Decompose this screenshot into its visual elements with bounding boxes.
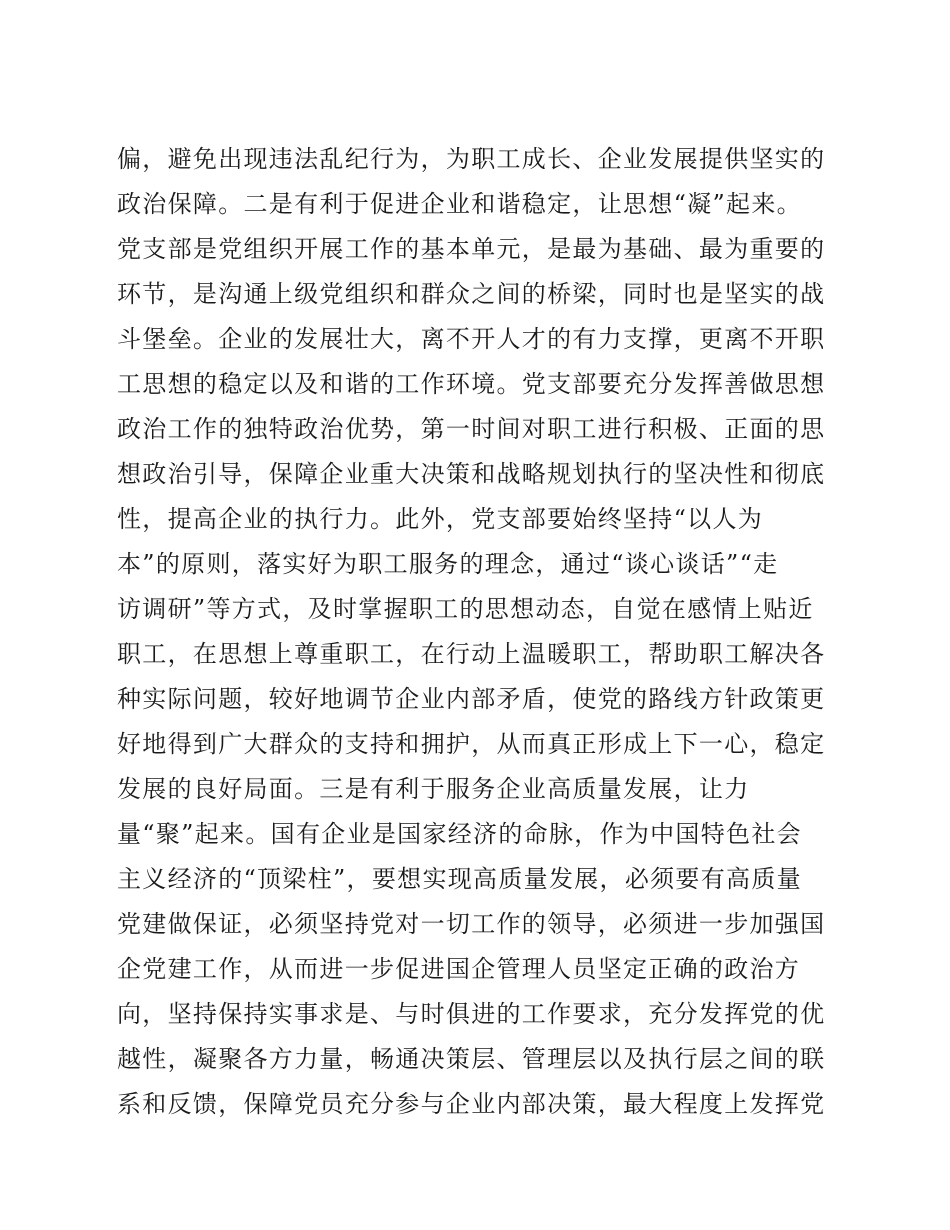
text-line: 访调研”等方式，及时掌握职工的思想动态，自觉在感情上贴近: [117, 595, 814, 623]
text-line: 发展的良好局面。三是有利于服务企业高质量发展，让力: [117, 775, 750, 803]
text-line: 党支部是党组织开展工作的基本单元，是最为基础、最为重要的: [117, 235, 826, 263]
text-line: 职工，在思想上尊重职工，在行动上温暖职工，帮助职工解决各: [117, 640, 826, 668]
text-line: 政治保障。二是有利于促进企业和谐稳定，让思想“凝”起来。: [117, 190, 802, 218]
text-line: 政治工作的独特政治优势，第一时间对职工进行积极、正面的思: [117, 415, 826, 443]
text-line: 主义经济的“顶梁柱”，要想实现高质量发展，必须要有高质量: [117, 865, 802, 893]
text-line: 党建做保证，必须坚持党对一切工作的领导，必须进一步加强国: [117, 910, 826, 938]
body-text: [117, 137, 826, 1127]
text-line: 想政治引导，保障企业重大决策和战略规划执行的坚决性和彻底: [117, 460, 826, 488]
text-line: 好地得到广大群众的支持和拥护，从而真正形成上下一心，稳定: [117, 730, 826, 758]
text-line: 量“聚”起来。国有企业是国家经济的命脉，作为中国特色社会: [117, 820, 802, 848]
text-line: 环节，是沟通上级党组织和群众之间的桥梁，同时也是坚实的战: [117, 280, 826, 308]
text-line: 系和反馈，保障党员充分参与企业内部决策，最大程度上发挥党: [117, 1090, 826, 1118]
text-line: 越性，凝聚各方力量，畅通决策层、管理层以及执行层之间的联: [117, 1045, 826, 1073]
text-line: 企党建工作，从而进一步促进国企管理人员坚定正确的政治方: [117, 955, 801, 983]
text-line: 种实际问题，较好地调节企业内部矛盾，使党的路线方针政策更: [117, 685, 826, 713]
text-line: 向，坚持保持实事求是、与时俱进的工作要求，充分发挥党的优: [117, 1000, 826, 1028]
text-line: 斗堡垒。企业的发展壮大，离不开人才的有力支撑，更离不开职: [117, 325, 826, 353]
text-line: 性，提高企业的执行力。此外，党支部要始终坚持“以人为: [117, 505, 764, 533]
text-line: 工思想的稳定以及和谐的工作环境。党支部要充分发挥善做思想: [117, 370, 826, 398]
text-line: 本”的原则，落实好为职工服务的理念，通过“谈心谈话”“走: [117, 550, 779, 578]
text-line: 偏，避免出现违法乱纪行为，为职工成长、企业发展提供坚实的: [117, 145, 826, 173]
